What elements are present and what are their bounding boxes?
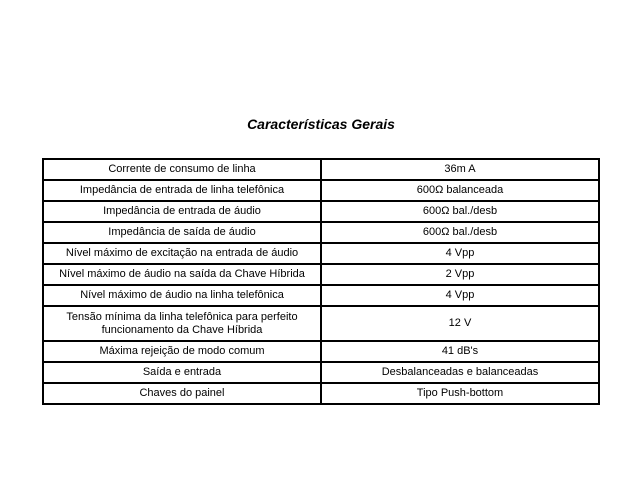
spec-value-cell: 600Ω bal./desb	[321, 201, 599, 222]
spec-value-cell: 4 Vpp	[321, 285, 599, 306]
spec-label-cell: Nível máximo de áudio na saída da Chave Híbrida	[43, 264, 321, 285]
spec-value-cell: 4 Vpp	[321, 243, 599, 264]
spec-label-cell: Nível máximo de áudio na linha telefônica	[43, 285, 321, 306]
table-row	[43, 341, 599, 362]
spec-label-cell: Impedância de entrada de linha telefônica	[43, 180, 321, 201]
spec-label-cell: Tensão mínima da linha telefônica para perfeito funcionamento da Chave Híbrida	[43, 306, 321, 341]
table-row	[43, 285, 599, 306]
table-row	[43, 264, 599, 285]
spec-value-cell: 600Ω bal./desb	[321, 222, 599, 243]
spec-label-cell: Impedância de saída de áudio	[43, 222, 321, 243]
table-row	[43, 159, 599, 180]
spec-label-cell: Saída e entrada	[43, 362, 321, 383]
spec-value-cell: 12 V	[321, 306, 599, 341]
table-row	[43, 243, 599, 264]
spec-value-cell: Desbalanceadas e balanceadas	[321, 362, 599, 383]
spec-value-cell: 36m A	[321, 159, 599, 180]
specs-table	[42, 158, 600, 405]
table-row	[43, 180, 599, 201]
table-row	[43, 362, 599, 383]
page-title: Características Gerais	[247, 116, 395, 132]
table-row	[43, 201, 599, 222]
spec-label-cell: Chaves do painel	[43, 383, 321, 404]
table-row	[43, 222, 599, 243]
spec-label-cell: Máxima rejeição de modo comum	[43, 341, 321, 362]
spec-label-cell: Impedância de entrada de áudio	[43, 201, 321, 222]
spec-value-cell: Tipo Push-bottom	[321, 383, 599, 404]
spec-value-cell: 600Ω balanceada	[321, 180, 599, 201]
spec-value-cell: 41 dB's	[321, 341, 599, 362]
table-row	[43, 306, 599, 341]
table-row	[43, 383, 599, 404]
spec-value-cell: 2 Vpp	[321, 264, 599, 285]
spec-label-cell: Nível máximo de excitação na entrada de áudio	[43, 243, 321, 264]
spec-label-cell: Corrente de consumo de linha	[43, 159, 321, 180]
